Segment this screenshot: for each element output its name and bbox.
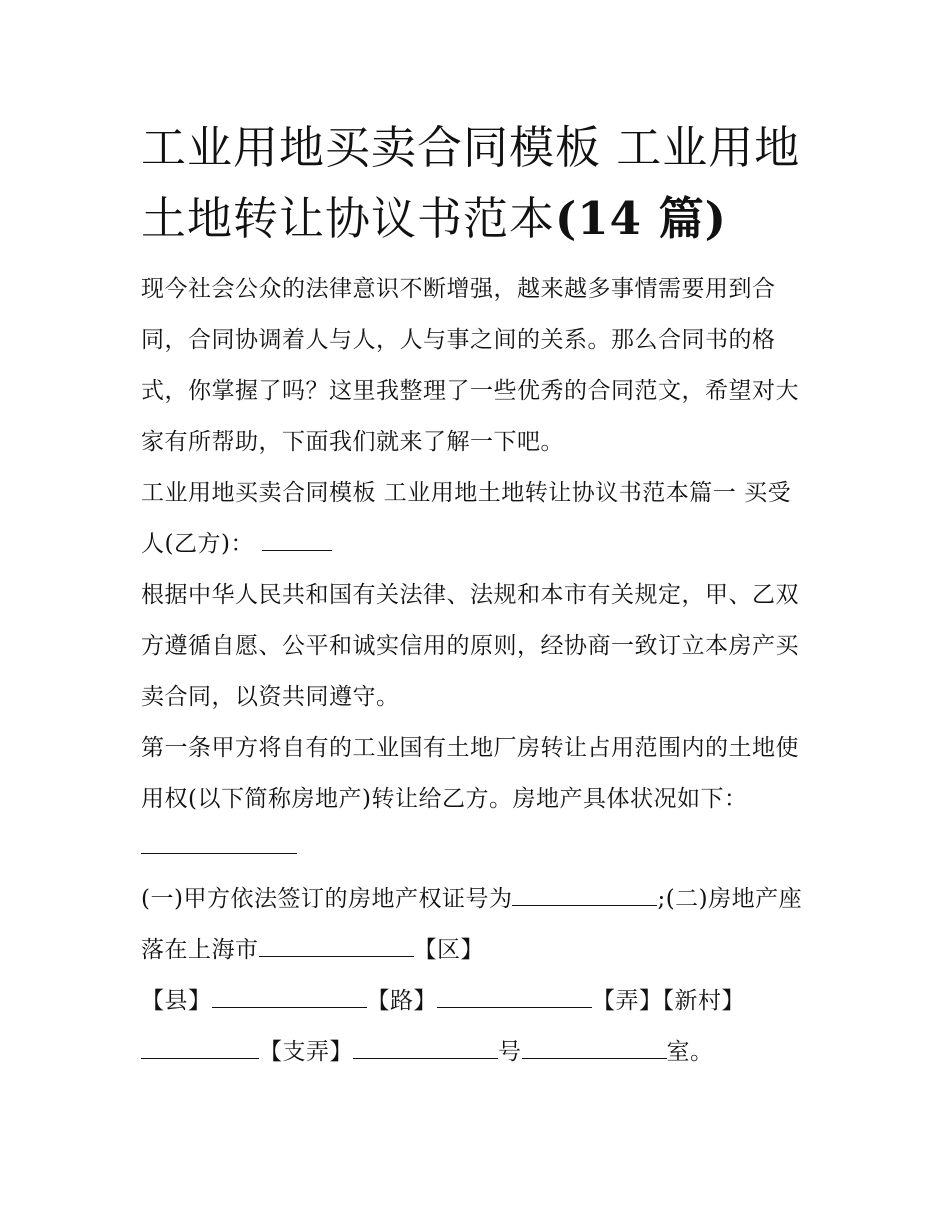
- road-blank: [437, 985, 592, 1008]
- document-title: [141, 112, 813, 254]
- document-body: [141, 112, 813, 1078]
- basis-paragraph: 根据中华人民共和国有关法律、法规和本市有关规定，甲、乙双方遵循自愿、公平和诚实信用的原则，经协商一致订立本房产买卖合同，以资共同遵守。: [141, 582, 799, 710]
- section-heading-text: 工业用地买卖合同模板 工业用地土地转让协议书范本篇一 买受人(乙方)：: [141, 480, 792, 557]
- section-heading-paragraph: [141, 468, 813, 570]
- certificate-prefix-text: (一)甲方依法签订的房地产权证号为: [141, 886, 513, 912]
- city-blank: [259, 934, 414, 957]
- county-label: 【县】: [141, 988, 212, 1014]
- title-count-text: (14 篇): [555, 192, 727, 245]
- village-blank: [141, 1036, 259, 1059]
- location-prefix-text: ;(二)房地产座落在上海市: [141, 886, 803, 963]
- district-label: 【区】: [413, 937, 484, 963]
- title-main-text: 工业用地买卖合同模板 工业用地土地转让协议书范本: [141, 121, 801, 245]
- property-clause-paragraph: [141, 874, 813, 1078]
- sublane-label: 【支弄】: [259, 1039, 353, 1065]
- room-label: 室。: [666, 1039, 714, 1065]
- certificate-number-blank: [512, 883, 657, 906]
- buyer-name-blank: [262, 528, 332, 551]
- intro-paragraph: 现今社会公众的法律意识不断增强，越来越多事情需要用到合同，合同协调着人与人，人与事之间的关系。那么合同书的格式，你掌握了吗？这里我整理了一些优秀的合同范文，希望对大家有所帮助，下面我们就来了解一下吧。: [141, 276, 799, 455]
- road-label: 【路】: [366, 988, 437, 1014]
- lane-label: 【弄】: [592, 988, 663, 1014]
- village-label: 【新村】: [662, 988, 745, 1014]
- article-one-paragraph: 第一条甲方将自有的工业国有土地厂房转让占用范围内的土地使用权(以下简称房地产)转让给乙方。房地产具体状况如下：: [141, 735, 799, 812]
- county-blank: [212, 985, 367, 1008]
- property-status-blank: [141, 825, 297, 854]
- number-label: 号: [498, 1039, 522, 1065]
- sublane-blank: [353, 1036, 498, 1059]
- room-blank: [522, 1036, 667, 1059]
